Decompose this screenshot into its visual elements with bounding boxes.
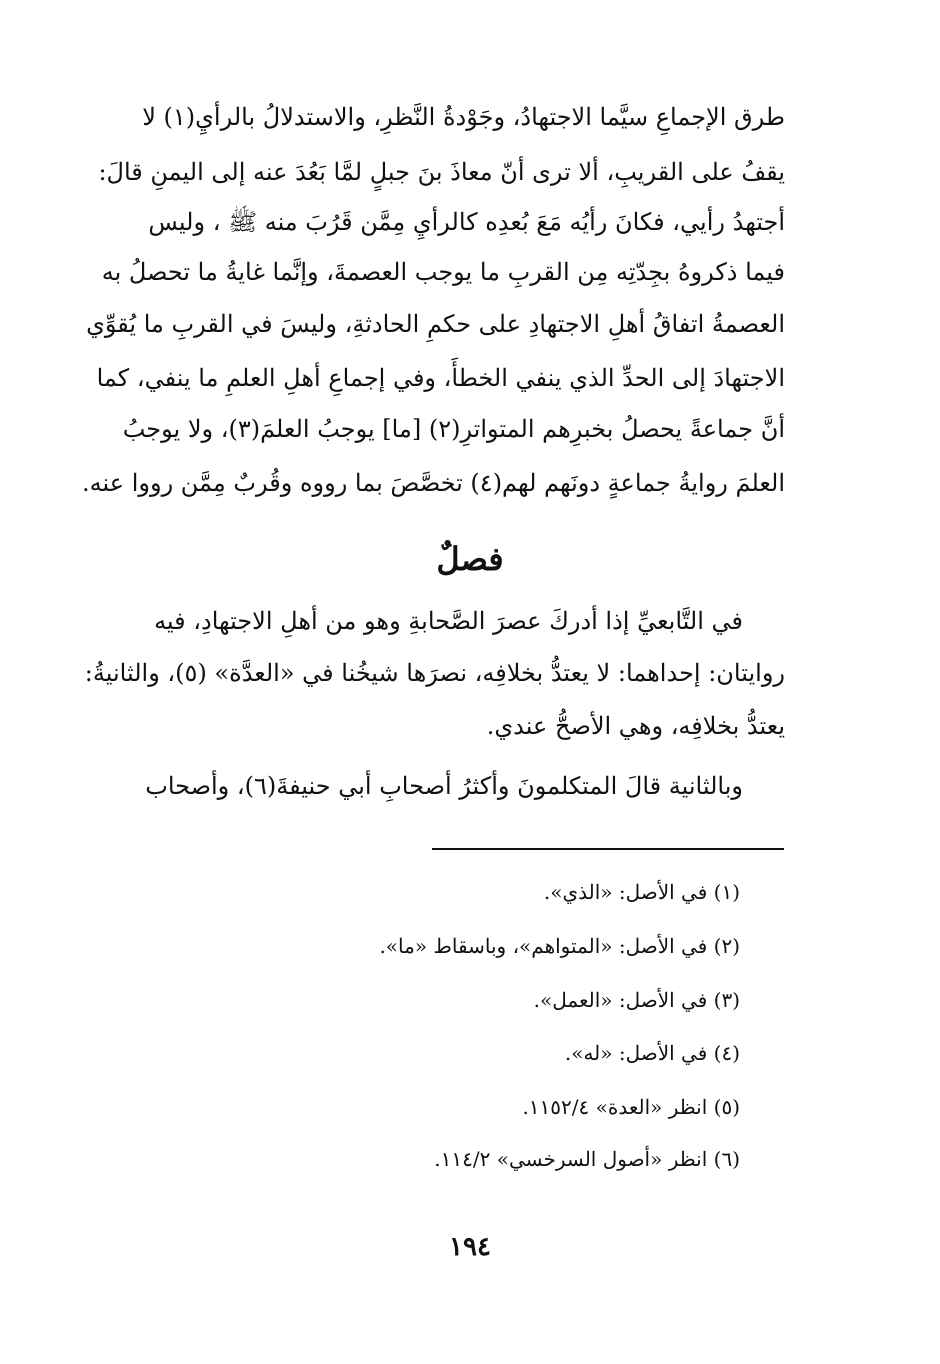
footnote: (٢) في الأصل: «المتواهم»، وباسقاط «ما». [379, 934, 740, 958]
footnote: (٥) انظر «العدة» ١١٥٢/٤. [522, 1095, 740, 1119]
footnote: (٣) في الأصل: «العمل». [533, 988, 740, 1012]
body-line: يقفُ على القريبِ، ألا ترى أنّ معاذَ بنَ جبلٍ لمَّا بَعُدَ عنه إلى اليمنِ قالَ: [98, 158, 785, 186]
body-line: فيما ذكروهُ بجِدّتِه مِن القربِ ما يوجب العصمةَ، وإنَّما غايةُ ما تحصلُ به [101, 258, 785, 286]
body-line: في التَّابعيِّ إذا أدركَ عصرَ الصَّحابةِ وهو من أهلِ الاجتهادِ، فيه [154, 607, 743, 635]
page-number: ١٩٤ [449, 1232, 491, 1262]
section-heading: فصلٌ [436, 540, 504, 578]
body-line: العلمَ روايةُ جماعةٍ دونَهم لهم(٤) تخصَّصَ بما رووه وقُربٌ مِمَّن رووا عنه. [82, 469, 785, 497]
body-line: طرق الإجماعِ سيَّما الاجتهادُ، وجَوْدةُ النَّظرِ، والاستدلالُ بالرأيِ(١) لا [142, 103, 785, 131]
body-line: أنَّ جماعةً يحصلُ بخبرِهم المتواترِ(٢) [ما] يوجبُ العلمَ(٣)، ولا يوجبُ [122, 415, 785, 443]
footnote-separator [432, 848, 784, 850]
footnote: (١) في الأصل: «الذي». [543, 880, 740, 904]
body-line: وبالثانية قالَ المتكلمونَ وأكثرُ أصحابِ أبي حنيفةَ(٦)، وأصحاب [145, 772, 743, 800]
body-line: أجتهدُ رأيي، فكانَ رأيُه مَعَ بُعدِه كالرأيِ مِمَّن قَرُبَ منه ﷺ ، وليس [148, 208, 785, 236]
body-line: روايتان: إحداهما: لا يعتدُّ بخلافِه، نصرَها شيخُنا في «العدَّة» (٥)، والثانيةُ: [84, 659, 785, 687]
body-line: يعتدُّ بخلافِه، وهي الأصحُّ عندي. [486, 712, 785, 740]
footnote: (٤) في الأصل: «له». [564, 1041, 740, 1065]
footnote: (٦) انظر «أصول السرخسي» ١١٤/٢. [434, 1147, 740, 1171]
body-line: الاجتهادَ إلى الحدِّ الذي ينفي الخطأَ، وفي إجماعِ أهلِ العلمِ ما ينفي، كما [96, 364, 785, 392]
body-line: العصمةُ اتفاقُ أهلِ الاجتهادِ على حكمِ الحادثةِ، وليسَ في القربِ ما يُقوِّي [86, 310, 785, 338]
